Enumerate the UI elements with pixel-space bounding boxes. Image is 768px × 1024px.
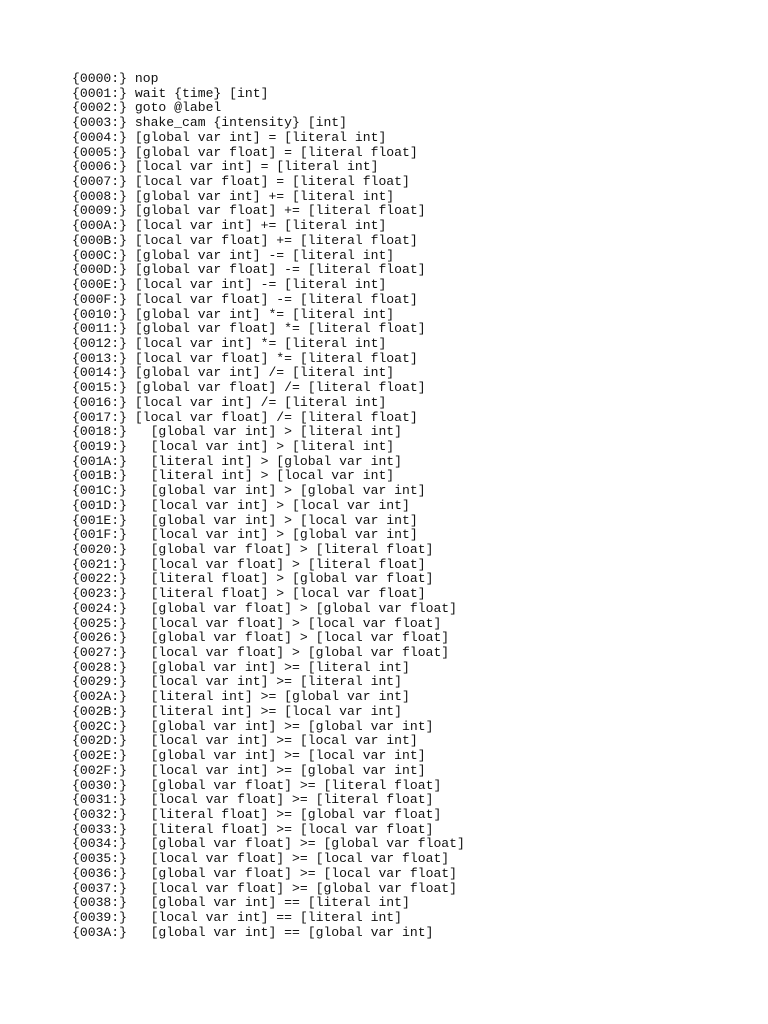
opcode-line: {000A:} [local var int] += [literal int] (72, 218, 387, 234)
opcode-line: {002F:} [local var int] >= [global var int] (72, 762, 426, 778)
opcode-line: {000E:} [local var int] -= [literal int] (72, 277, 387, 293)
opcode-line: {0023:} [literal float] > [local var float] (72, 586, 426, 602)
opcode-line: {0031:} [local var float] >= [literal float] (72, 792, 434, 808)
opcode-line: {0003:} shake_cam {intensity} [int] (72, 115, 348, 131)
opcode-line: {0033:} [literal float] >= [local var float] (72, 821, 434, 837)
opcode-line: {0016:} [local var int] /= [literal int] (72, 394, 387, 410)
opcode-line: {0029:} [local var int] >= [literal int] (72, 674, 403, 690)
opcode-line: {0035:} [local var float] >= [local var float] (72, 851, 450, 867)
opcode-line: {003A:} [global var int] == [global var int] (72, 924, 434, 940)
opcode-line: {0004:} [global var int] = [literal int] (72, 129, 387, 145)
opcode-line: {001E:} [global var int] > [local var int] (72, 512, 418, 528)
opcode-line: {0014:} [global var int] /= [literal int] (72, 365, 395, 381)
opcode-line: {000D:} [global var float] -= [literal float] (72, 262, 426, 278)
opcode-line: {0007:} [local var float] = [literal float] (72, 174, 410, 190)
opcode-line: {0036:} [global var float] >= [local var float] (72, 865, 458, 881)
opcode-line: {002C:} [global var int] >= [global var int] (72, 718, 434, 734)
opcode-line: {0001:} wait {time} [int] (72, 85, 269, 101)
opcode-line: {0039:} [local var int] == [literal int] (72, 909, 403, 925)
opcode-line: {0028:} [global var int] >= [literal int] (72, 659, 410, 675)
opcode-line: {0008:} [global var int] += [literal int] (72, 188, 395, 204)
opcode-line: {002D:} [local var int] >= [local var int] (72, 733, 418, 749)
opcode-line: {0027:} [local var float] > [global var float] (72, 645, 450, 661)
opcode-line: {0017:} [local var float] /= [literal float] (72, 409, 418, 425)
opcode-line: {0022:} [literal float] > [global var float] (72, 571, 434, 587)
opcode-line: {0006:} [local var int] = [literal int] (72, 159, 379, 175)
opcode-line: {0030:} [global var float] >= [literal float] (72, 777, 442, 793)
opcode-line: {0032:} [literal float] >= [global var float] (72, 806, 442, 822)
opcode-line: {002E:} [global var int] >= [local var int] (72, 748, 426, 764)
opcode-line: {001B:} [literal int] > [local var int] (72, 468, 395, 484)
opcode-line: {0000:} nop (72, 71, 159, 86)
opcode-line: {001F:} [local var int] > [global var int] (72, 527, 418, 543)
opcode-line: {000F:} [local var float] -= [literal float] (72, 291, 418, 307)
opcode-line: {0026:} [global var float] > [local var float] (72, 630, 450, 646)
opcode-line: {001D:} [local var int] > [local var int] (72, 497, 410, 513)
opcode-line: {002B:} [literal int] >= [local var int] (72, 703, 403, 719)
opcode-line: {0038:} [global var int] == [literal int] (72, 895, 410, 911)
opcode-line: {0025:} [local var float] > [local var float] (72, 615, 442, 631)
opcode-line: {0011:} [global var float] *= [literal float] (72, 321, 426, 337)
opcode-line: {001C:} [global var int] > [global var int] (72, 483, 426, 499)
opcode-listing (72, 72, 768, 940)
opcode-line: {0015:} [global var float] /= [literal float] (72, 380, 426, 396)
opcode-line: {0018:} [global var int] > [literal int] (72, 424, 403, 440)
opcode-line: {001A:} [literal int] > [global var int] (72, 453, 403, 469)
opcode-line: {0010:} [global var int] *= [literal int] (72, 306, 395, 322)
opcode-line: {0037:} [local var float] >= [global var float] (72, 880, 458, 896)
opcode-line: {0021:} [local var float] > [literal float] (72, 556, 426, 572)
opcode-line: {0024:} [global var float] > [global var float] (72, 600, 458, 616)
opcode-line: {0009:} [global var float] += [literal float] (72, 203, 426, 219)
opcode-line: {0012:} [local var int] *= [literal int] (72, 335, 387, 351)
opcode-line: {000B:} [local var float] += [literal float] (72, 232, 418, 248)
opcode-line: {0034:} [global var float] >= [global var float] (72, 836, 465, 852)
opcode-line: {0019:} [local var int] > [literal int] (72, 438, 395, 454)
opcode-line: {0013:} [local var float] *= [literal float] (72, 350, 418, 366)
opcode-line: {0020:} [global var float] > [literal float] (72, 542, 434, 557)
opcode-line: {0005:} [global var float] = [literal float] (72, 144, 418, 160)
opcode-line: {0002:} goto @label (72, 100, 222, 116)
opcode-line: {000C:} [global var int] -= [literal int] (72, 247, 395, 263)
opcode-line: {002A:} [literal int] >= [global var int] (72, 689, 410, 705)
